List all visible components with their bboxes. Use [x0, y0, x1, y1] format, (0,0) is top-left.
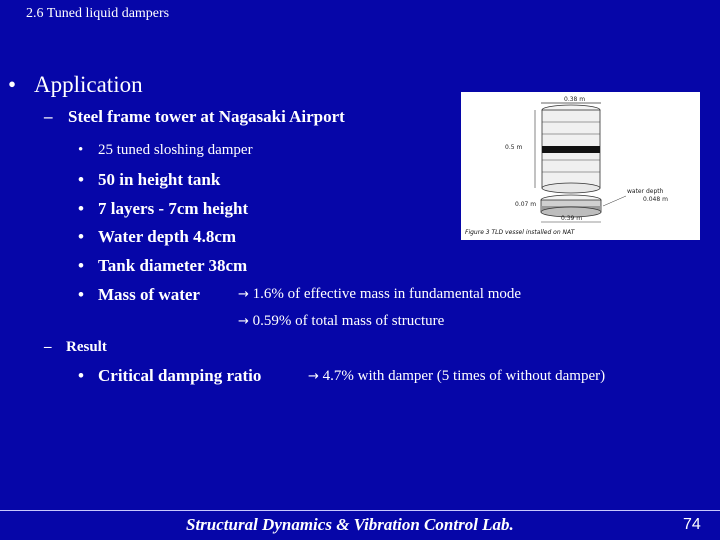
arrow-icon: → [308, 369, 319, 384]
tank-bottom [542, 183, 600, 193]
water-depth-label: water depth [627, 188, 664, 195]
water-depth-leader [603, 196, 626, 206]
bullet-marker: • [78, 170, 84, 189]
bullet-application-label: Application [34, 72, 143, 97]
dash-marker: – [44, 107, 53, 126]
list-item-text: 25 tuned sloshing damper [98, 142, 253, 158]
mass-line-1 [238, 286, 521, 303]
dim-height-label: 0.5 m [505, 144, 523, 151]
bullet-marker: • [78, 142, 84, 158]
list-item [78, 142, 253, 159]
result-label: Critical damping ratio [98, 366, 262, 385]
mass-line-1-text: 1.6% of effective mass in fundamental mode [252, 286, 522, 302]
application-heading-label: Steel frame tower at Nagasaki Airport [68, 107, 345, 126]
result-item [78, 366, 261, 386]
list-item [78, 199, 248, 219]
application-heading [44, 107, 345, 127]
dim-layer-label: 0.07 m [515, 201, 537, 208]
mass-label: Mass of water [98, 285, 200, 304]
mass-line-2 [238, 313, 444, 330]
figure-caption: Figure 3 TLD vessel installed on NAT [465, 229, 575, 236]
list-item-text: Tank diameter 38cm [98, 256, 248, 275]
list-item-text: Water depth 4.8cm [98, 227, 237, 246]
list-item-text: 50 in height tank [98, 170, 221, 189]
list-item-mass [78, 285, 200, 305]
slide-title: 2.6 Tuned liquid dampers [26, 6, 170, 21]
bullet-marker: • [78, 227, 84, 246]
footer-lab-name: Structural Dynamics & Vibration Control Lab. [186, 515, 514, 534]
bullet-marker: • [78, 199, 84, 218]
bullet-marker: • [78, 366, 84, 385]
list-item [78, 170, 220, 190]
dash-marker: – [44, 339, 52, 355]
bullet-marker: • [78, 285, 84, 304]
result-value-text: 4.7% with damper (5 times of without damper) [322, 368, 606, 384]
bullet-marker: • [8, 72, 17, 97]
dim-top-label: 0.38 m [564, 96, 586, 103]
arrow-icon: → [238, 314, 249, 329]
mass-line-2-text: 0.59% of total mass of structure [252, 313, 445, 329]
water-depth-value: 0.048 m [643, 196, 668, 203]
list-item [78, 227, 236, 247]
tld-vessel-figure [461, 92, 700, 240]
result-heading [44, 339, 107, 356]
bullet-application [8, 72, 143, 98]
dim-bottom-label: 0.39 m [561, 215, 583, 222]
list-item [78, 256, 247, 276]
dark-layer [542, 146, 600, 153]
bullet-marker: • [78, 256, 84, 275]
page-number: 74 [683, 516, 701, 533]
list-item-text: 7 layers - 7cm height [98, 199, 249, 218]
result-value [308, 368, 605, 385]
tld-vessel-drawing [461, 92, 700, 240]
footer-divider [0, 510, 720, 511]
result-heading-label: Result [66, 339, 107, 355]
arrow-icon: → [238, 287, 249, 302]
